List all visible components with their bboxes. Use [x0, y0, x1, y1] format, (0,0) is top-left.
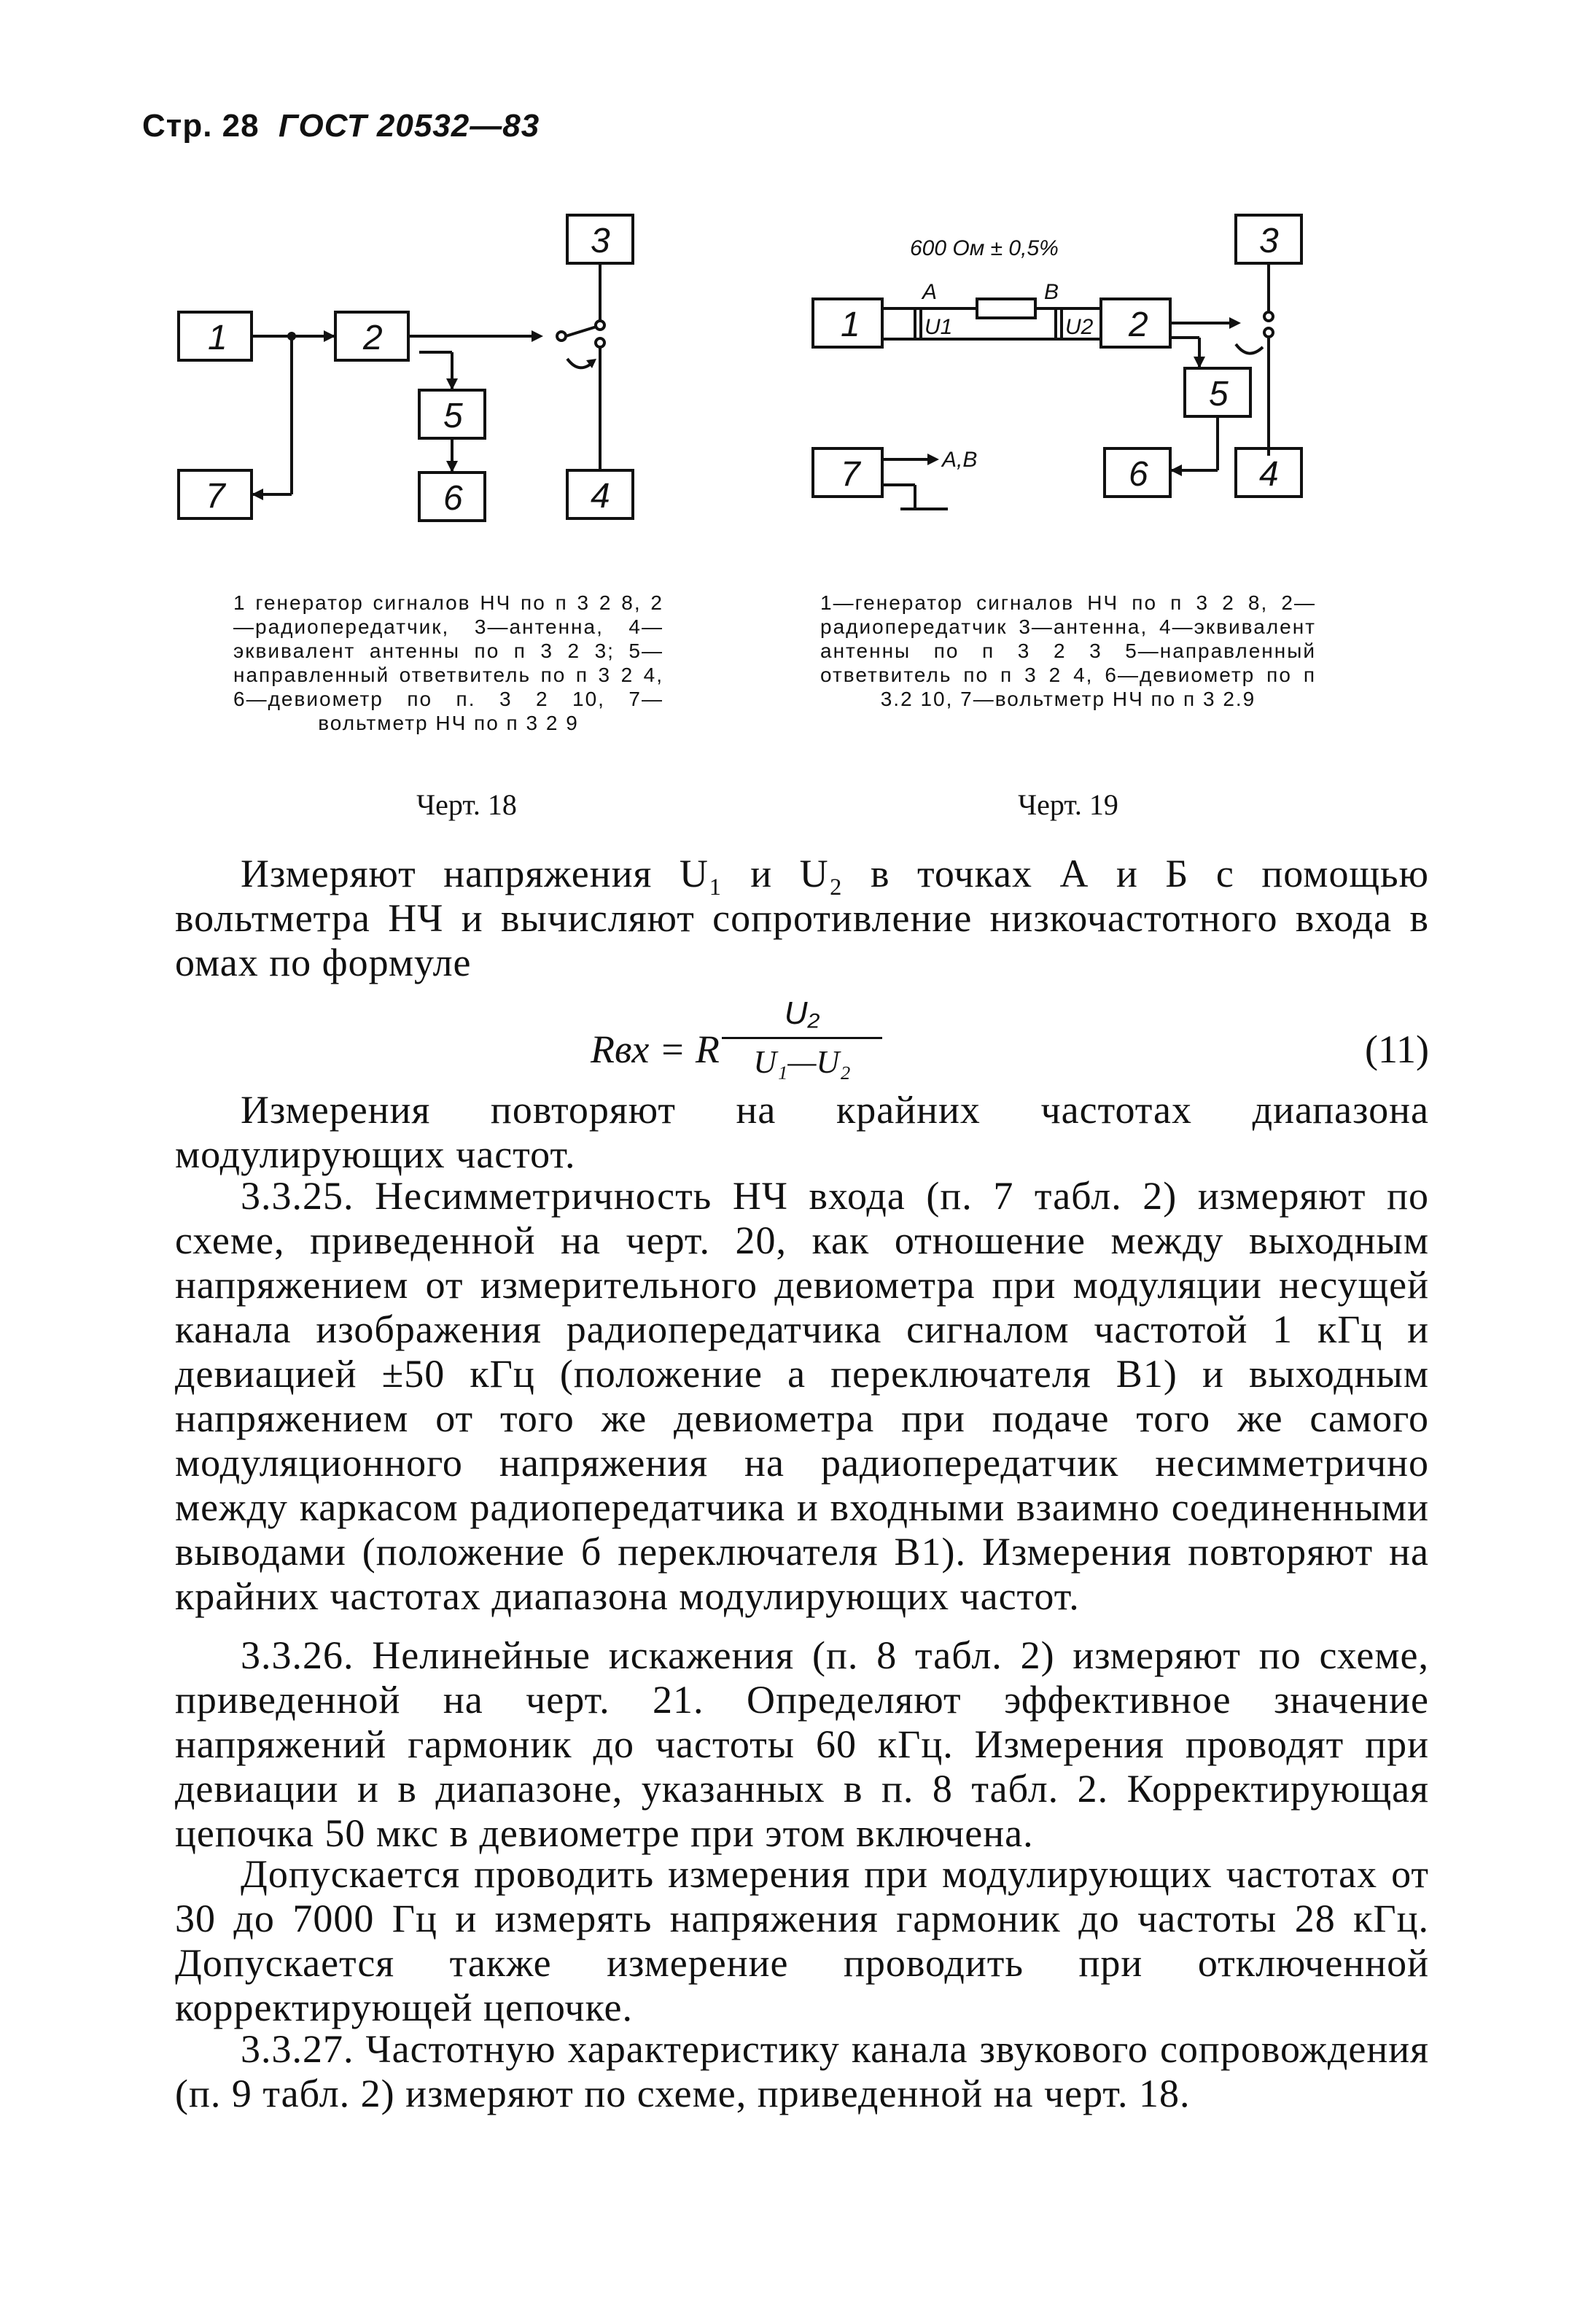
standard-number: ГОСТ 20532—83: [279, 108, 540, 144]
fig19-block-7-label: 7: [841, 455, 860, 494]
paragraph-4: 3.3.26. Нелинейные искажения (п. 8 табл. 2) измеряют по схеме, приведенной на черт. 21. Определяют эффективное значение напряжений гармоник до частоты 60 кГц. Измерения проводят при девиации и в диапазоне, указанных в п. 8 табл. 2. Корректирующая цепочка 50 мкс в девиометре при этом включена.: [175, 1633, 1429, 1855]
fig18-block-5-label: 5: [443, 397, 463, 435]
paragraph-3: 3.3.25. Несимметричность НЧ входа (п. 7 табл. 2) измеряют по схеме, приведенной на черт. 20, как отношение между выходным напряжением от измерительного девиометра при модуляции несущей канала изображения радиопередатчика сигналом частотой 1 кГц и девиацией ±50 кГц (положение а переключателя В1) и выходным напряжением от того же девиометра при подаче того же самого модуляционного напряжения на радиопередатчик несимметрично между каркасом радиопередатчика и входными взаимно соединенными выводами (положение б переключателя В1). Измерения повторяют на крайних частотах диапазона модулирующих частот.: [175, 1174, 1429, 1618]
fig19-caption: 1—генератор сигналов НЧ по п 3 2 8, 2—радиопередатчик 3—антенна, 4—эквивалент антенны по п 3 2 3 5—направленный ответвитель по п 3 2 4, 6—девиометр по п 3.2 10, 7—вольтметр НЧ по п 3 2.9: [820, 591, 1316, 710]
fig19-point-b: B: [1044, 280, 1059, 304]
fig18-block-2-label: 2: [363, 319, 383, 357]
fig18-block-4-label: 4: [591, 477, 610, 516]
fig18-caption: 1 генератор сигналов НЧ по п 3 2 8, 2—радиопередатчик, 3—антенна, 4—эквивалент антенны по п 3 2 3; 5—направленный ответвитель по п 3 2 4, 6—девиометр по п. 3 2 10, 7—вольтметр НЧ по п 3 2 9: [233, 591, 663, 734]
figure-19-diagram: [802, 204, 1342, 554]
page-header: [142, 108, 540, 144]
fig19-u1-label: U1: [924, 315, 953, 339]
fig18-block-7-label: 7: [206, 477, 225, 516]
fig18-block-3-label: 3: [591, 222, 610, 260]
formula-number: (11): [1365, 1027, 1429, 1071]
fig19-block-6-label: 6: [1129, 455, 1148, 494]
fig19-block-3-label: 3: [1259, 222, 1279, 260]
paragraph-6: 3.3.27. Частотную характеристику канала звукового сопровождения (п. 9 табл. 2) измеряют по схеме, приведенной на черт. 18.: [175, 2027, 1429, 2115]
fig19-block-4-label: 4: [1259, 455, 1279, 494]
fig19-point-a: A: [922, 280, 938, 304]
fig19-block-2-label: 2: [1129, 306, 1148, 344]
formula-11: [569, 992, 1429, 1086]
fig18-label: Черт. 18: [416, 788, 517, 821]
fig19-resistor-label: 600 Ом ± 0,5%: [910, 236, 1059, 260]
formula-numerator: U₂: [784, 995, 820, 1031]
fig19-probe-label: A,B: [942, 448, 978, 472]
fig19-block-1-label: 1: [841, 306, 860, 344]
formula-denominator: U₁—U₂: [753, 1044, 851, 1080]
fraction-bar: [722, 1037, 882, 1039]
paragraph-5: Допускается проводить измерения при модулирующих частотах от 30 до 7000 Гц и измерять напряжения гармоник до частоты 28 кГц. Допускается также измерение проводить при отключенной корректирующей цепочке.: [175, 1852, 1429, 2029]
page-number: Стр. 28: [142, 108, 260, 144]
fig19-resistor: [977, 299, 1035, 318]
fig19-label: Черт. 19: [1018, 788, 1118, 821]
fig19-u2-label: U2: [1065, 315, 1094, 339]
paragraph-2: Измерения повторяют на крайних частотах диапазона модулирующих частот.: [175, 1088, 1429, 1176]
formula-fraction: [722, 992, 882, 1083]
formula-lhs: Rвх = R: [591, 1027, 720, 1071]
figure-18-diagram: [168, 204, 678, 554]
fig18-block-1-label: 1: [208, 319, 227, 357]
fig19-block-5-label: 5: [1209, 375, 1229, 413]
paragraph-1: Измеряют напряжения U₁ и U₂ в точках А и Б с помощью вольтметра НЧ и вычисляют сопротивление низкочастотного входа в омах по формуле: [175, 852, 1429, 984]
fig18-block-6-label: 6: [443, 479, 463, 518]
